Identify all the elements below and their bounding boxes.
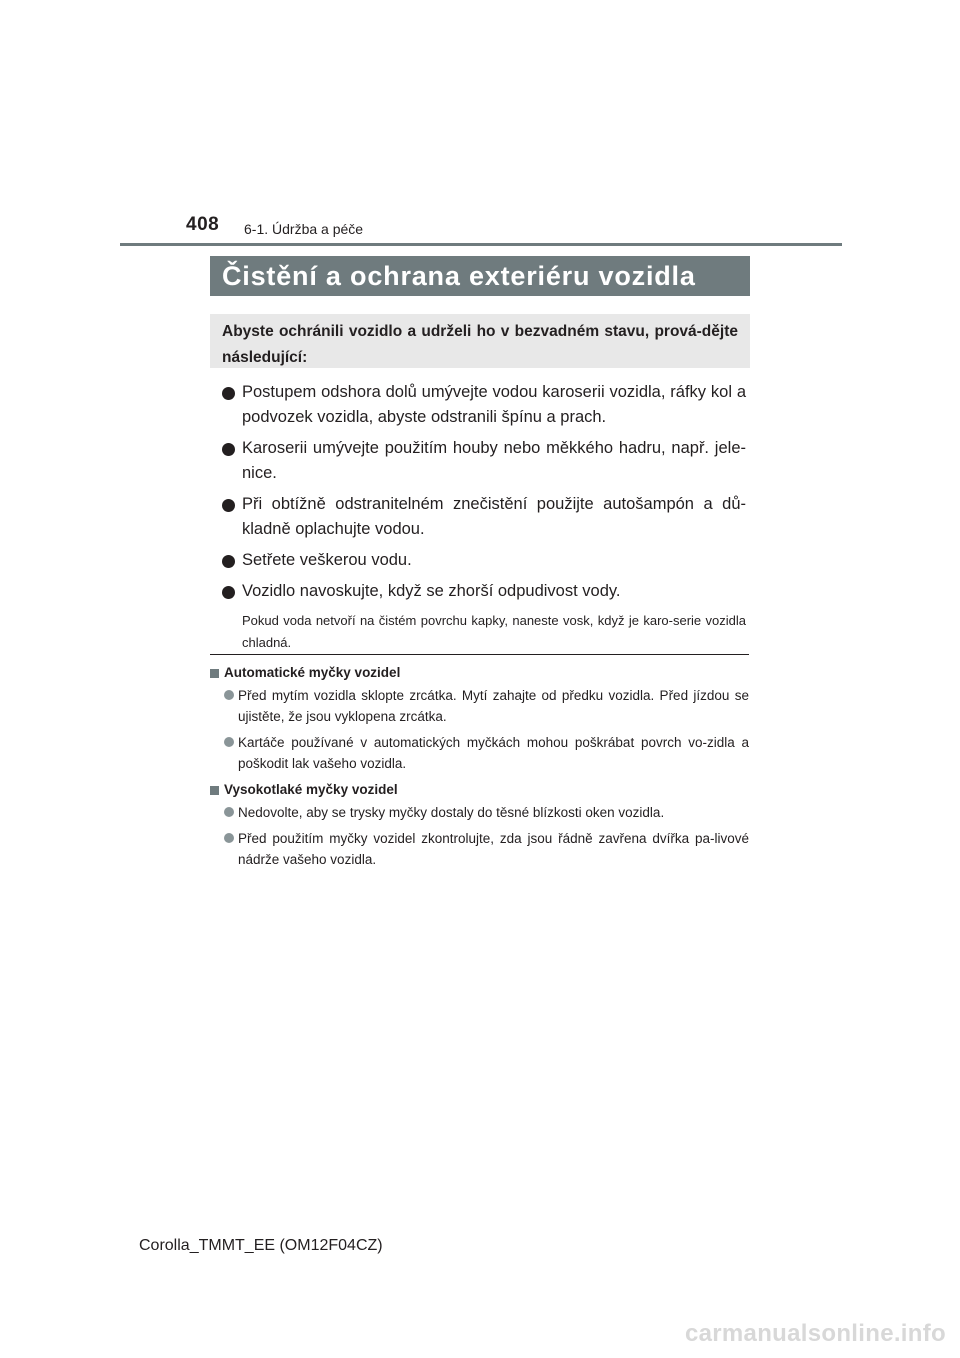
bullet-list xyxy=(222,380,746,654)
page-number: 408 xyxy=(186,214,220,235)
watermark: carmanualsonline.info xyxy=(684,1320,946,1347)
footer-model-code: Corolla_TMMT_EE (OM12F04CZ) xyxy=(139,1237,383,1254)
section-divider xyxy=(210,654,749,655)
bullet-dot-icon xyxy=(222,443,235,456)
list-item xyxy=(222,492,746,542)
list-item-text: Kartáče používané v automatických myčkách mohou poškrábat povrch vo-zidla a poškodit lak vašeho vozidla. xyxy=(238,735,749,771)
list-item-text: Před mytím vozidla sklopte zrcátka. Mytí zahajte od předku vozidla. Před jízdou se ujistěte, že jsou vyklopena zrcátka. xyxy=(238,688,749,724)
bullet-dot-icon xyxy=(224,807,234,817)
bullet-dot-icon xyxy=(224,690,234,700)
page-title: Čistění a ochrana exteriéru vozidla xyxy=(222,260,696,291)
list-item xyxy=(222,380,746,430)
list-item-text: Nedovolte, aby se trysky myčky dostaly do těsné blízkosti oken vozidla. xyxy=(238,805,665,820)
list-item xyxy=(224,685,749,727)
header-rule xyxy=(120,243,842,246)
list-item xyxy=(224,802,749,823)
list-item-text: Karoserii umývejte použitím houby nebo měkkého hadru, např. jele-nice. xyxy=(242,439,746,482)
subsection-automatic xyxy=(210,662,749,774)
bullet-dot-icon xyxy=(224,737,234,747)
subsection-heading xyxy=(210,662,749,684)
subsection-heading-text: Vysokotlaké myčky vozidel xyxy=(224,782,398,797)
intro-text: Abyste ochránili vozidlo a udrželi ho v bezvadném stavu, prová-dějte následující: xyxy=(222,323,738,366)
square-bullet-icon xyxy=(210,786,219,795)
subsections xyxy=(210,662,749,875)
subsection-heading-text: Automatické myčky vozidel xyxy=(224,665,401,680)
intro-box xyxy=(210,314,750,368)
bullet-dot-icon xyxy=(222,499,235,512)
bullet-note: Pokud voda netvoří na čistém povrchu kapky, naneste vosk, když je karo-serie vozidla chladná. xyxy=(242,613,746,650)
list-item xyxy=(224,828,749,870)
section-label: 6-1. Údržba a péče xyxy=(244,221,364,237)
square-bullet-icon xyxy=(210,669,219,678)
subsection-high-pressure xyxy=(210,779,749,870)
bullet-dot-icon xyxy=(222,555,235,568)
list-item xyxy=(224,732,749,774)
subsection-heading xyxy=(210,779,749,801)
bullet-dot-icon xyxy=(224,833,234,843)
list-item-text: Při obtížně odstranitelném znečistění použijte autošampón a dů-kladně oplachujte vodou. xyxy=(242,495,746,538)
list-item xyxy=(222,548,746,573)
list-item xyxy=(222,436,746,486)
list-item-text: Před použitím myčky vozidel zkontrolujte, zda jsou řádně zavřena dvířka pa-livové nádrže vašeho vozidla. xyxy=(238,831,749,867)
bullet-dot-icon xyxy=(222,586,235,599)
list-item-text: Postupem odshora dolů umývejte vodou karoserii vozidla, ráfky kol a podvozek vozidla, abyste odstranili špínu a prach. xyxy=(242,383,746,426)
list-item-text: Vozidlo navoskujte, když se zhorší odpudivost vody. xyxy=(242,582,621,600)
title-bar xyxy=(210,256,750,296)
bullet-dot-icon xyxy=(222,387,235,400)
list-item-text: Setřete veškerou vodu. xyxy=(242,551,412,569)
list-item xyxy=(222,579,746,604)
